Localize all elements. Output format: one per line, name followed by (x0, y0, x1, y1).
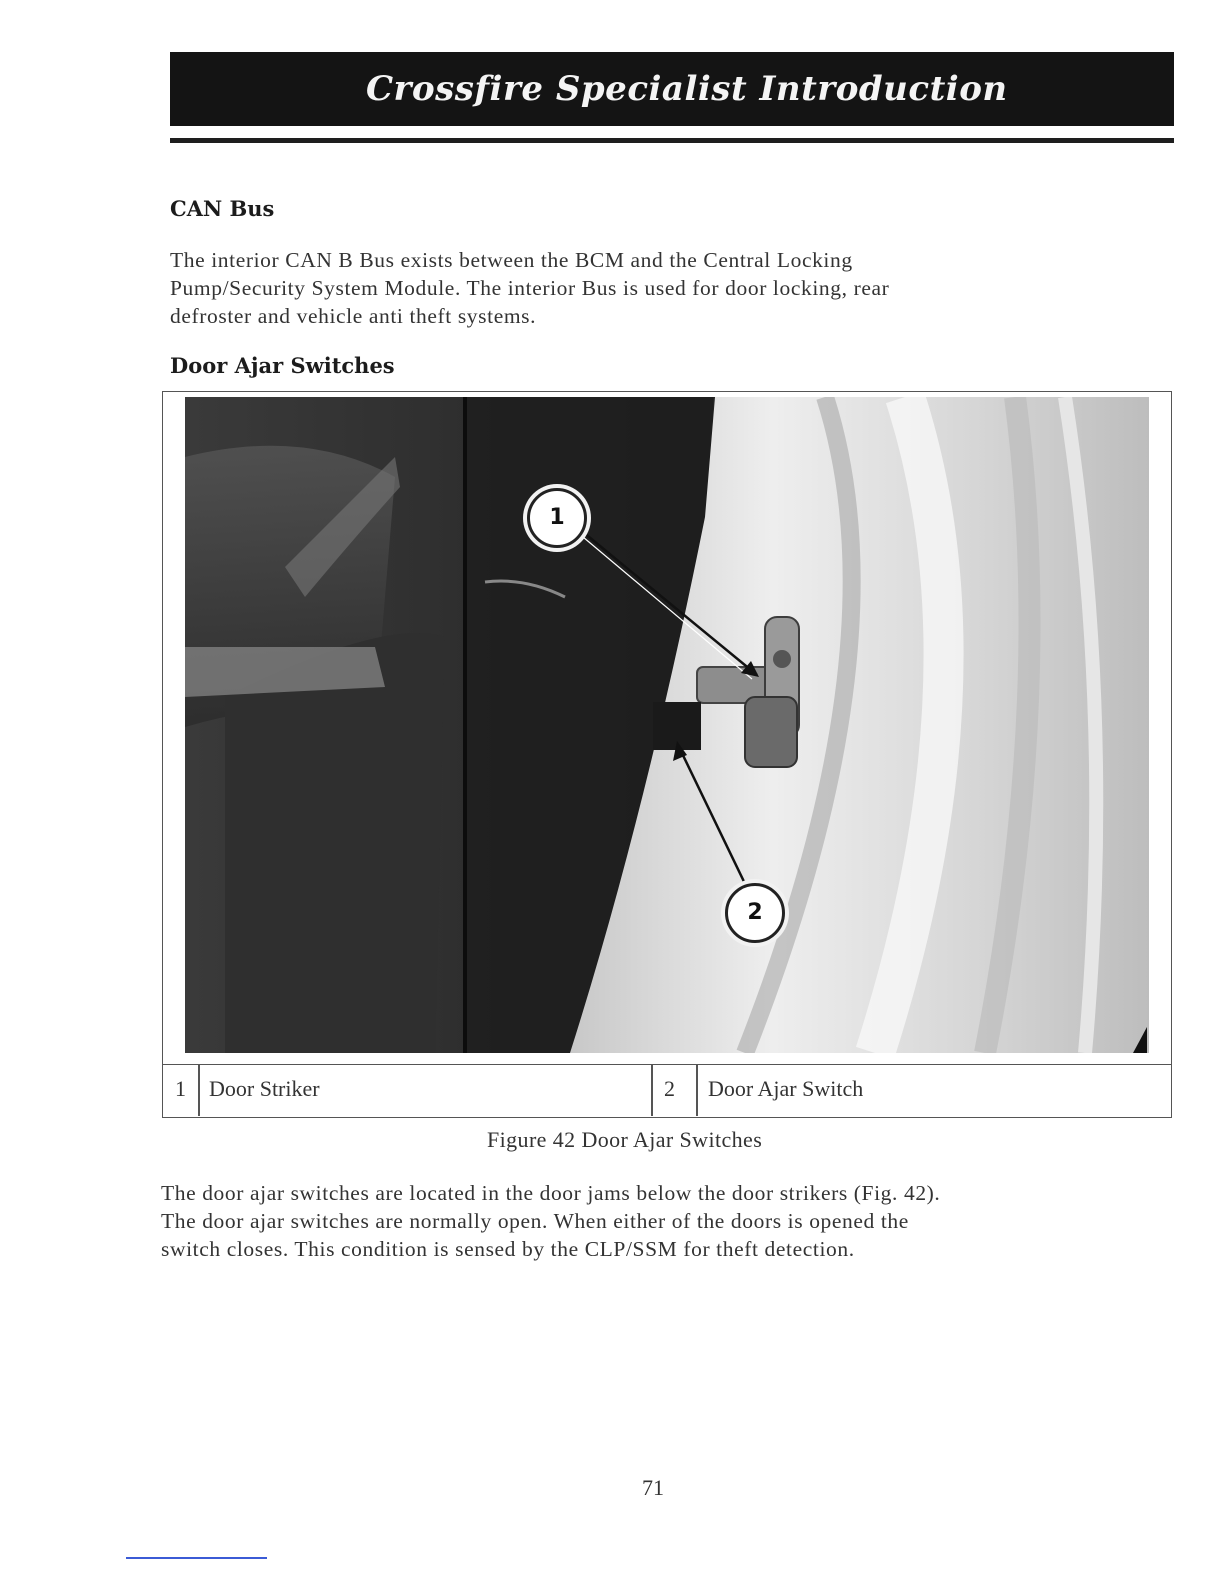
door-jamb-photo (185, 397, 1149, 1053)
legend-divider (198, 1065, 200, 1116)
can-bus-paragraph (170, 246, 889, 330)
can-bus-heading: CAN Bus (170, 196, 275, 221)
legend-divider (651, 1065, 653, 1116)
can-bus-line: Pump/Security System Module. The interior Bus is used for door locking, rear (170, 276, 890, 300)
header-banner (170, 52, 1174, 126)
can-bus-line: defroster and vehicle anti theft systems. (170, 304, 537, 328)
body-line: The door ajar switches are located in the door jams below the door strikers (Fig. 42). (161, 1181, 941, 1205)
legend-number-1: 1 (175, 1076, 186, 1101)
can-bus-line: The interior CAN B Bus exists between the BCM and the Central Locking (170, 248, 853, 272)
legend-label-1: Door Striker (209, 1076, 320, 1101)
door-ajar-paragraph (161, 1179, 940, 1263)
figure-legend-table (162, 1064, 1172, 1118)
callout-2: 2 (725, 883, 785, 943)
legend-number-2: 2 (664, 1076, 675, 1101)
body-line: switch closes. This condition is sensed by the CLP/SSM for theft detection. (161, 1237, 855, 1261)
callout-1: 1 (527, 488, 587, 548)
figure-caption: Figure 42 Door Ajar Switches (487, 1127, 763, 1152)
legend-divider (696, 1065, 698, 1116)
header-rule (170, 138, 1174, 143)
door-jamb-illustration (185, 397, 1149, 1053)
page-number: 71 (642, 1475, 664, 1500)
door-ajar-heading: Door Ajar Switches (170, 353, 395, 378)
body-line: The door ajar switches are normally open. When either of the doors is opened the (161, 1209, 909, 1233)
footer-link-underline[interactable] (126, 1557, 267, 1559)
page-title: Crossfire Specialist Introduction (366, 69, 1008, 109)
legend-label-2: Door Ajar Switch (708, 1076, 864, 1101)
